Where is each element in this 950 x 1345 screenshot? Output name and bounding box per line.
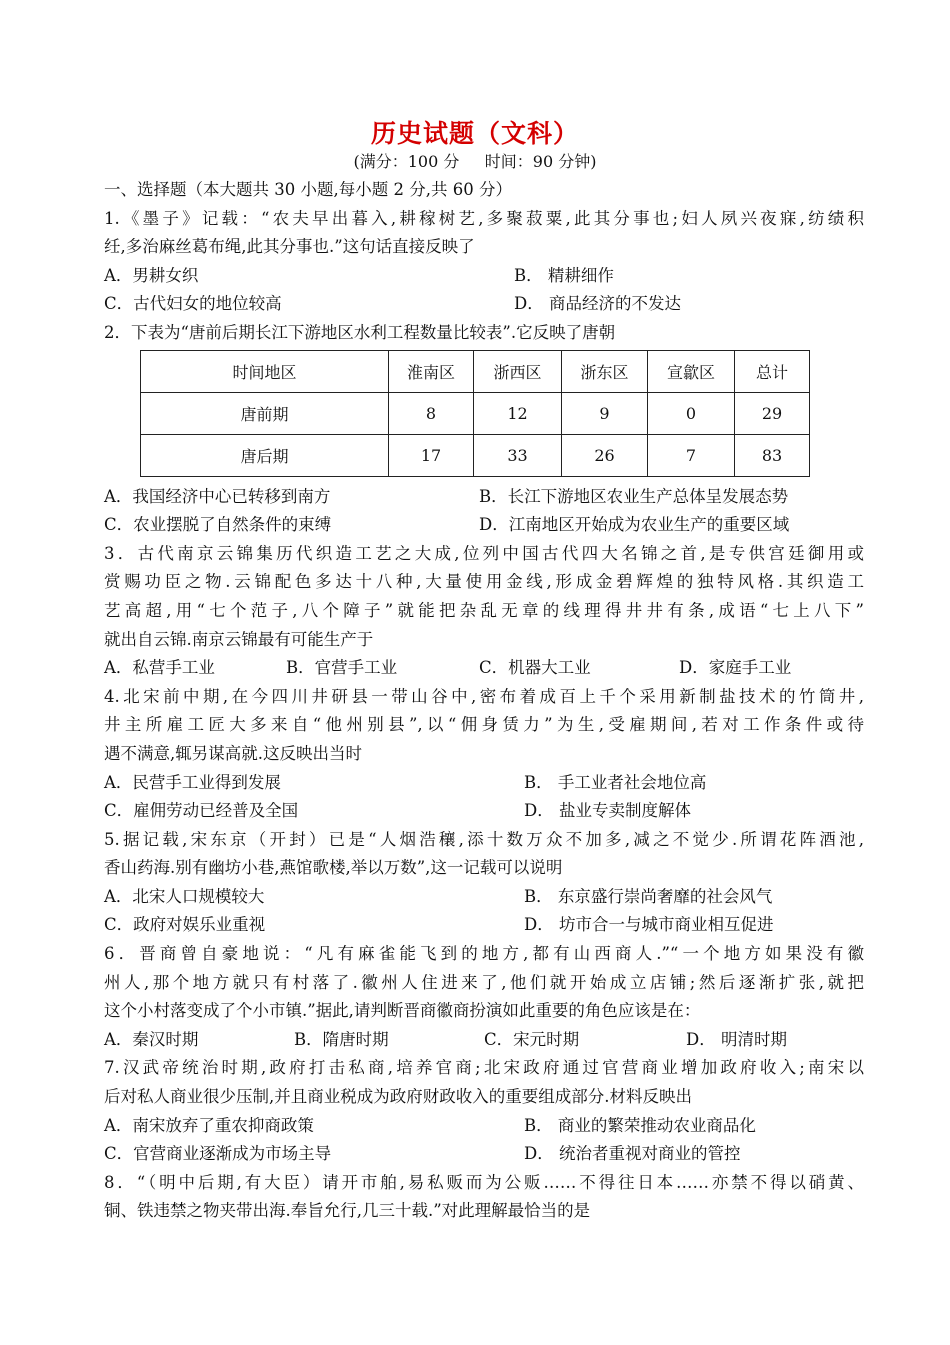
question-6-line: 州人,那个地方就只有村落了.徽州人住进来了,他们就开始成立店铺;然后逐渐扩张,就把 <box>104 972 864 992</box>
table-header-cell: 浙东区 <box>562 350 648 392</box>
table-row <box>141 434 810 476</box>
option-d: D．家庭手工业 <box>679 658 792 678</box>
option-a: A．民营手工业得到发展 <box>104 772 281 792</box>
question-4-options <box>104 769 864 798</box>
exam-subtitle: (满分：100 分 时间：90 分钟) <box>353 152 597 171</box>
question-5-line: 香山药海.别有幽坊小巷,燕馆歌楼,举以万数”,这一记载可以说明 <box>104 858 563 878</box>
option-a: A．私营手工业 <box>104 658 215 678</box>
option-b: B．长江下游地区农业生产总体呈发展态势 <box>479 486 789 506</box>
question-6-options <box>104 1026 864 1055</box>
question-4-options <box>104 797 864 826</box>
question-5-options <box>104 883 864 912</box>
question-7-line: 后对私人商业很少压制,并且商业税成为政府财政收入的重要组成部分.材料反映出 <box>104 1087 692 1107</box>
question-4-line: 遇不满意,辄另谋高就.这反映出当时 <box>104 743 362 763</box>
table-cell: 33 <box>474 434 562 476</box>
table-header-cell: 宣歙区 <box>648 350 735 392</box>
option-c: C．雇佣劳动已经普及全国 <box>104 801 299 821</box>
exam-title: 历史试题（文科） <box>370 119 579 148</box>
question-7-options <box>104 1112 864 1141</box>
question-4-line: 4.北宋前中期,在今四川井研县一带山谷中,密布着成百上千个采用新制盐技术的竹筒井, <box>104 686 864 706</box>
question-7-line: 7.汉武帝统治时期,政府打击私商,培养官商;北宋政府通过官营商业增加政府收入;南宋以 <box>104 1058 864 1078</box>
table-cell: 唐后期 <box>141 434 389 476</box>
section-heading: 一、选择题（本大题共 30 小题,每小题 2 分,共 60 分） <box>104 180 512 199</box>
question-2-options <box>104 483 864 512</box>
table-cell: 7 <box>648 434 735 476</box>
option-c: C．机器大工业 <box>479 658 591 678</box>
question-1-options <box>104 290 864 319</box>
option-d: D． 明清时期 <box>686 1029 787 1049</box>
option-b: B．隋唐时期 <box>294 1029 389 1049</box>
option-b: B． 东京盛行崇尚奢靡的社会风气 <box>524 886 773 906</box>
table-cell: 26 <box>562 434 648 476</box>
option-c: C．古代妇女的地位较高 <box>104 294 282 314</box>
table-row <box>141 392 810 434</box>
table-cell: 83 <box>735 434 810 476</box>
option-a: A．我国经济中心已转移到南方 <box>104 486 331 506</box>
question-1-options <box>104 262 864 291</box>
question-3-line: 3．古代南京云锦集历代织造工艺之大成,位列中国古代四大名锦之首,是专供宫廷御用或 <box>104 543 864 563</box>
question-4-line: 井主所雇工匠大多来自“他州别县”,以“佣身赁力”为生,受雇期间,若对工作条件或待 <box>104 715 864 735</box>
table-cell: 12 <box>474 392 562 434</box>
question-6-line: 这个小村落变成了个小市镇.”据此,请判断晋商徽商扮演如此重要的角色应该是在： <box>104 1001 701 1021</box>
option-a: A．男耕女织 <box>104 265 199 285</box>
option-d: D． 盐业专卖制度解体 <box>524 801 691 821</box>
exam-content <box>104 176 864 1226</box>
option-b: B． 精耕细作 <box>514 265 614 285</box>
option-d: D． 坊市合一与城市商业相互促进 <box>524 915 774 935</box>
option-b: B．官营手工业 <box>286 658 398 678</box>
table-cell: 29 <box>735 392 810 434</box>
option-c: C．农业摆脱了自然条件的束缚 <box>104 515 332 535</box>
irrigation-table <box>140 350 810 477</box>
option-c: C．政府对娱乐业重视 <box>104 915 266 935</box>
option-b: B． 手工业者社会地位高 <box>524 772 707 792</box>
option-c: C．宋元时期 <box>484 1029 580 1049</box>
option-b: B． 商业的繁荣推动农业商品化 <box>524 1115 756 1135</box>
table-header-cell: 淮南区 <box>389 350 474 392</box>
table-cell: 0 <box>648 392 735 434</box>
question-8-line: 铜、铁违禁之物夹带出海.奉旨允行,几三十载.”对此理解最恰当的是 <box>104 1201 591 1221</box>
option-a: A．北宋人口规模较大 <box>104 886 265 906</box>
table-header-row <box>141 350 810 392</box>
option-a: A．南宋放弃了重农抑商政策 <box>104 1115 314 1135</box>
question-2-options <box>104 511 864 540</box>
table-header-cell: 总计 <box>735 350 810 392</box>
question-3-options <box>104 654 864 683</box>
question-7-options <box>104 1140 864 1169</box>
question-5-line: 5.据记载,宋东京（开封）已是“人烟浩穰,添十数万众不加多,减之不觉少.所谓花阵酒池, <box>104 829 864 849</box>
table-cell: 17 <box>389 434 474 476</box>
question-3-line: 就出自云锦.南京云锦最有可能生产于 <box>104 629 374 649</box>
option-c: C．官营商业逐渐成为市场主导 <box>104 1144 332 1164</box>
question-8-line: 8．“（明中后期,有大臣）请开市舶,易私贩而为公贩……不得往日本……亦禁不得以硝黄、 <box>104 1172 864 1192</box>
option-d: D． 统治者重视对商业的管控 <box>524 1144 741 1164</box>
question-6-line: 6．晋商曾自豪地说：“凡有麻雀能飞到的地方,都有山西商人.”“一个地方如果没有徽 <box>104 944 864 964</box>
table-cell: 9 <box>562 392 648 434</box>
table-header-cell: 浙西区 <box>474 350 562 392</box>
question-5-options <box>104 911 864 940</box>
question-1-line: 纴,多治麻丝葛布绳,此其分事也.”这句话直接反映了 <box>104 237 475 257</box>
option-d: D．江南地区开始成为农业生产的重要区域 <box>479 515 790 535</box>
question-3-line: 赏赐功臣之物.云锦配色多达十八种,大量使用金线,形成金碧辉煌的独特风格.其织造工 <box>104 572 864 592</box>
question-3-line: 艺高超,用“七个范子,八个障子”就能把杂乱无章的线理得井井有条,成语“七上八下” <box>104 600 864 620</box>
question-2-line: 2．下表为“唐前后期长江下游地区水利工程数量比较表”.它反映了唐朝 <box>104 322 616 342</box>
question-1-line: 1.《墨子》记载：“农夫早出暮入,耕稼树艺,多聚菽粟,此其分事也;妇人夙兴夜寐,纺绩积 <box>104 208 864 228</box>
table-header-cell: 时间地区 <box>141 350 389 392</box>
option-a: A．秦汉时期 <box>104 1029 199 1049</box>
option-d: D． 商品经济的不发达 <box>514 294 681 314</box>
table-cell: 唐前期 <box>141 392 389 434</box>
table-cell: 8 <box>389 392 474 434</box>
